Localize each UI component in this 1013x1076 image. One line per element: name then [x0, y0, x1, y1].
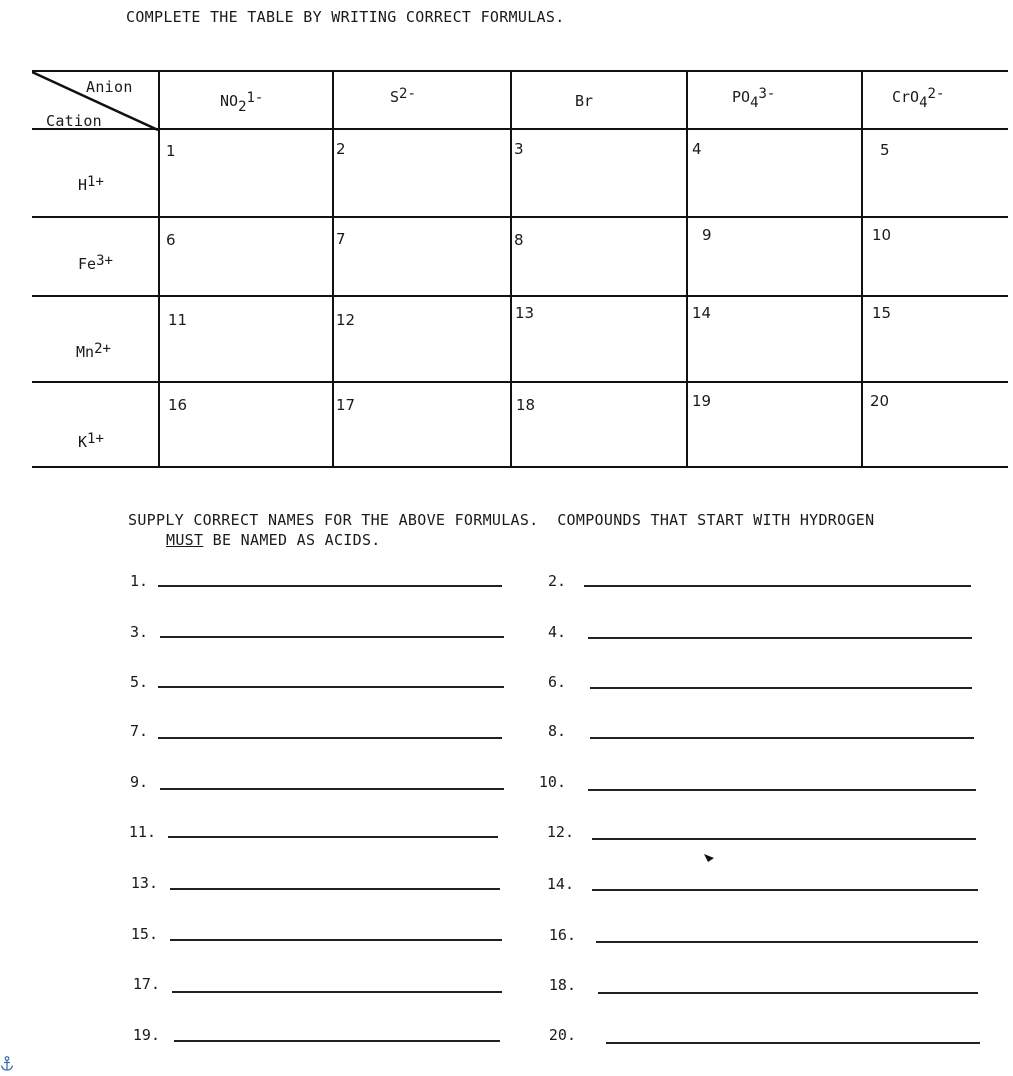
answer-blank[interactable] [158, 686, 504, 688]
anion-header-sulfide: $S^{2-}$ [390, 86, 416, 106]
anion-header-phosphate: $PO_4^{3-}$ [732, 86, 776, 111]
answer-number: 10. [538, 773, 566, 791]
table-cell-number: 14 [692, 304, 712, 322]
corner-cation-label: Cation [46, 112, 102, 130]
answer-number: 3. [129, 623, 148, 641]
table-cell-number: 7 [336, 230, 346, 248]
table-cell-number: 5 [880, 141, 890, 159]
answer-number: 15. [130, 925, 158, 943]
answer-blank[interactable] [168, 836, 498, 838]
table-cell-number: 11 [168, 311, 188, 329]
table-cell-number: 15 [872, 304, 892, 322]
answer-blank[interactable] [170, 939, 502, 941]
table-cell-number: 4 [692, 140, 702, 158]
answer-number: 8. [547, 722, 566, 740]
answer-number: 2. [547, 572, 566, 590]
answer-blank[interactable] [172, 991, 502, 993]
table-cell-number: 3 [514, 140, 524, 158]
scan-speck [702, 852, 718, 864]
anion-header-nitrite: $NO_2^{1-}$ [220, 90, 264, 115]
answer-number: 16. [548, 926, 576, 944]
table-cell-number: 20 [870, 392, 890, 410]
answer-blank[interactable] [592, 838, 976, 840]
cation-label-iron: $Fe^{3+}$ [78, 253, 113, 273]
answer-number: 18. [548, 976, 576, 994]
answer-blank[interactable] [158, 585, 502, 587]
answer-blank[interactable] [158, 737, 502, 739]
anion-header-chromate: CrO$_4^{2-}$ [892, 86, 945, 111]
table-cell-number: 13 [515, 304, 535, 322]
table-cell-number: 17 [336, 396, 356, 414]
table-cell-number: 16 [168, 396, 188, 414]
answer-number: 17. [132, 975, 160, 993]
answer-blank[interactable] [592, 889, 978, 891]
table-cell-number: 8 [514, 231, 524, 249]
answer-number: 4. [547, 623, 566, 641]
corner-anion-label: Anion [86, 78, 133, 96]
table-cell-number: 19 [692, 392, 712, 410]
answer-number: 12. [546, 823, 574, 841]
answer-blank[interactable] [606, 1042, 980, 1044]
answer-blank[interactable] [598, 992, 978, 994]
instructions-line-1: SUPPLY CORRECT NAMES FOR THE ABOVE FORMULAS. COMPOUNDS THAT START WITH HYDROGEN [128, 511, 875, 529]
answer-blank[interactable] [596, 941, 978, 943]
answer-blank[interactable] [588, 637, 972, 639]
answer-number: 14. [546, 875, 574, 893]
answer-number: 5. [129, 673, 148, 691]
answer-blank[interactable] [160, 788, 504, 790]
answer-blank[interactable] [584, 585, 971, 587]
answer-number: 1. [129, 572, 148, 590]
answer-blank[interactable] [170, 888, 500, 890]
answer-number: 20. [548, 1026, 576, 1044]
instructions-line-2: MUST BE NAMED AS ACIDS. [166, 531, 381, 549]
answer-number: 9. [129, 773, 148, 791]
answer-blank[interactable] [590, 737, 974, 739]
cation-label-manganese: $Mn^{2+}$ [76, 341, 111, 361]
table-cell-number: 10 [872, 226, 892, 244]
anion-header-bromide: Br [575, 92, 594, 110]
table-cell-number: 12 [336, 311, 356, 329]
table-cell-number: 18 [516, 396, 536, 414]
answer-number: 13. [130, 874, 158, 892]
table-cell-number: 6 [166, 231, 176, 249]
answer-blank[interactable] [174, 1040, 500, 1042]
cation-label-hydrogen: $H^{1+}$ [78, 174, 104, 194]
answer-blank[interactable] [160, 636, 504, 638]
anchor-icon [0, 1056, 14, 1072]
answer-number: 19. [132, 1026, 160, 1044]
table-cell-number: 9 [702, 226, 712, 244]
answer-number: 11. [128, 823, 156, 841]
table-cell-number: 2 [336, 140, 346, 158]
answer-number: 6. [547, 673, 566, 691]
cation-label-potassium: $K^{1+}$ [78, 431, 104, 451]
must-emphasis: MUST [166, 531, 204, 549]
answer-blank[interactable] [590, 687, 972, 689]
page-heading: COMPLETE THE TABLE BY WRITING CORRECT FORMULAS. [126, 8, 565, 26]
table-cell-number: 1 [166, 142, 176, 160]
answer-number: 7. [129, 722, 148, 740]
answer-blank[interactable] [588, 789, 976, 791]
